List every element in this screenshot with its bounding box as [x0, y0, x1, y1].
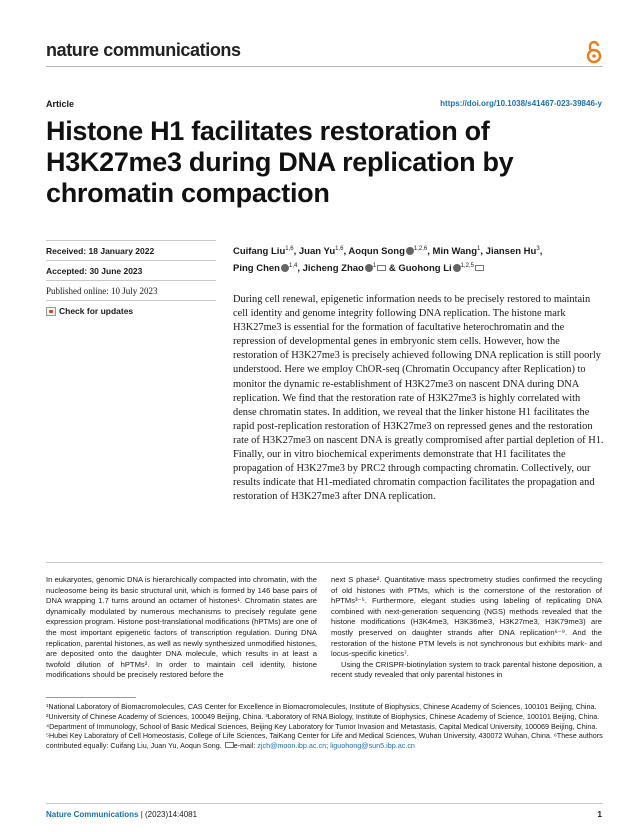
affiliations-divider [46, 697, 136, 698]
body-paragraph: In eukaryotes, genomic DNA is hierarchically compacted into chromatin, with the nucleosome being its basic structural unit, which is formed by 146 base pairs of DNA wrapping 1.7 turns around an octamer of histones¹. Chromatin states are dynamically modulated by numerous mechanisms to precisely regulate gene expression program. Histone post-translational modifications (hPTMs) are one of the most important epigenetic factors of transcription regulation. During DNA replication, parental histones, as well as newly synthesized unmodified histones, are deposited onto the daughter DNA molecule, which results in at least a twofold dilution of hPTMs². In order to maintain cell identity, histone modifications should be precisely restored before the [46, 575, 317, 680]
author-name[interactable]: Min Wang [432, 246, 478, 258]
author-name[interactable]: Aoqun Song [348, 246, 405, 258]
footer-divider [46, 803, 603, 804]
orcid-icon[interactable] [281, 264, 289, 272]
check-updates-icon [46, 307, 56, 316]
footer-journal[interactable]: Nature Communications [46, 810, 139, 819]
body-column-left [46, 575, 317, 681]
author-name[interactable]: Cuifang Liu [233, 246, 286, 258]
body-paragraph: Using the CRISPR-biotinylation system to track parental histone deposition, a recent study revealed that only parental histones in [331, 659, 602, 680]
email-link[interactable]: liguohong@sun5.ibp.ac.cn [330, 741, 415, 751]
abstract-divider [46, 562, 603, 563]
email-link[interactable]: zjch@moon.ibp.ac.cn [257, 741, 327, 751]
received-date: Received: 18 January 2022 [46, 246, 155, 256]
mail-icon [225, 742, 234, 748]
journal-name: nature communications [46, 40, 241, 60]
meta-divider [46, 280, 216, 281]
orcid-icon[interactable] [365, 264, 373, 272]
published-date: Published online: 10 July 2023 [46, 286, 158, 296]
orcid-icon[interactable] [406, 247, 414, 255]
author-name[interactable]: Jicheng Zhao [302, 263, 364, 275]
accepted-date: Accepted: 30 June 2023 [46, 266, 143, 276]
author-name[interactable]: Juan Yu [298, 246, 336, 258]
affiliations: ¹National Laboratory of Biomacromolecules, CAS Center for Excellence in Biomacromolecules, Institute of Biophysics, Chinese Academy of Sciences, 100101 Beijing, China. ²University of Chinese Academy of Sciences, 100049 Beijing, China. ³Laboratory of RNA Biology, Institute of Biophysics, Chinese Academy of Science, 100101 Beijing, China. ⁴Department of Immunology, School of Basic Medical Sciences, Beijing Key Laboratory for Tumor Invasion and Metastasis, Capital Medical University, 100069 Beijing, China. ⁵Hubei Key Laboratory of Cell Homeostasis, College of Life Sciences, TaiKang Center for Life and Medical Sciences, Wuhan University, 430072 Wuhan, China. ⁶These authors contributed equally: Cuifang Liu, Juan Yu, Aoqun Song. e-mail: zjch@moon.ibp.ac.cn; liguohong@sun5.ibp.ac.cn [46, 702, 603, 751]
page-number: 1 [597, 810, 602, 819]
footer-citation [46, 810, 197, 819]
author-list: Cuifang Liu$^{1,6}$, Juan Yu$^{1,6}$, Aoqun Song $^{1,2,6}$, Min Wang$^1$, Jiansen Hu$^3$, Ping Chen $^{1,4}$, Jicheng Zhao $^1$ & Guohong Li $^{1,2,5}$ [233, 246, 543, 275]
orcid-icon[interactable] [453, 264, 461, 272]
body-paragraph: next S phase². Quantitative mass spectrometry studies confirmed the recycling of old histones with PTMs, which is the cornerstone of the restoration of hPTMs³⁻⁵. Furthermore, elegant studies using labeling of replicating DNA combined with next-generation sequencing (NGS) methods revealed that the histone modifications (H3K4me3, H3K36me3, H3K27me3, H3K79me3) are mostly preserved on daughter strands after DNA replication⁶⁻⁹. And the restoration of the histone PTM levels is not synchronous but exhibits mark- and locus-specific kinetics⁷. [331, 575, 602, 659]
check-updates-label: Check for updates [59, 306, 134, 316]
header-divider [46, 66, 603, 67]
article-type: Article [46, 99, 75, 109]
meta-divider [46, 300, 216, 301]
mail-icon[interactable] [475, 265, 484, 271]
check-for-updates-button[interactable] [46, 306, 133, 316]
mail-icon[interactable] [377, 265, 386, 271]
footer-volume: | (2023)14:4081 [140, 810, 198, 819]
body-column-right [331, 575, 602, 681]
author-name[interactable]: Jiansen Hu [485, 246, 537, 258]
abstract: During cell renewal, epigenetic information needs to be precisely restored to maintain cell identity and genome integrity following DNA replication. The histone mark H3K27me3 is essential for the formation of facultative heterochromatin and the repression of developmental genes in embryonic stem cells. However, how the restoration of H3K27me3 is precisely achieved following DNA replication is still poorly understood. Here we employ ChOR-seq (Chromatin Occupancy after Replication) to monitor the dynamic re-establishment of H3K27me3 on nascent DNA during DNA replication. We find that the restoration rate of H3K27me3 is highly correlated with dense chromatin states. In addition, we reveal that the linker histone H1 facilitates the rapid post-replication restoration of H3K27me3 on repressed genes and the restoration rate of H3K27me3 on nascent DNA is greatly compromised after partial depletion of H1. Finally, our in vitro biochemical experiments demonstrate that H1 facilitates the propagation of H3K27me3 by PRC2 through compacting chromatin. Collectively, our results indicate that H1-mediated chromatin compaction facilitates the propagation and restoration of H3K27me3 after DNA replication. [233, 294, 604, 503]
article-title: Histone H1 facilitates restoration of H3K27me3 during DNA replication by chromatin compaction [46, 116, 514, 208]
open-access-icon[interactable] [585, 40, 603, 64]
meta-divider [46, 260, 216, 261]
meta-divider [46, 240, 216, 241]
author-name[interactable]: Guohong Li [398, 263, 452, 275]
doi-link[interactable]: https://doi.org/10.1038/s41467-023-39846-y [440, 99, 602, 108]
author-name[interactable]: Ping Chen [233, 263, 280, 275]
